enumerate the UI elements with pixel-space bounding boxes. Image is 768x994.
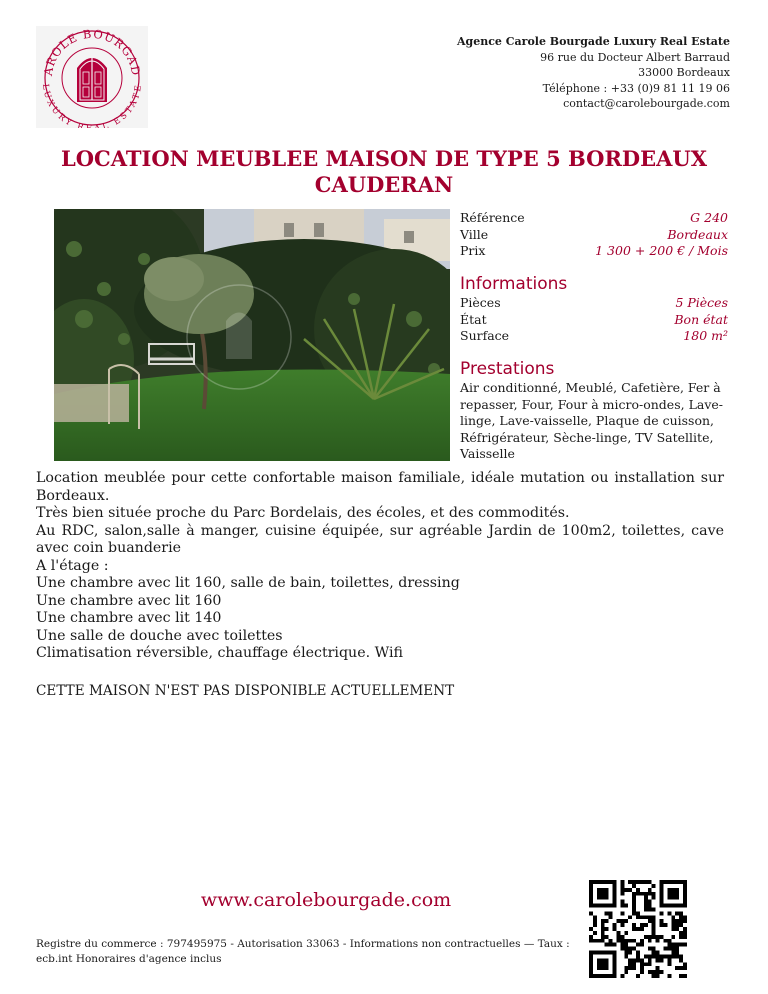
info-label: État [460, 311, 487, 327]
property-photo [54, 209, 450, 461]
agency-email[interactable]: contact@carolebourgade.com [563, 97, 730, 110]
agency-contact [457, 34, 730, 112]
summary-value: Bordeaux [667, 226, 728, 242]
legal-footer: Registre du commerce : 797495975 - Autorisation 33063 - Informations non contractuelles — Taux : ecb.int Honoraires d'agence inclus [36, 938, 570, 965]
summary-label: Ville [460, 226, 489, 242]
prestations-list: Air conditionné, Meublé, Cafetière, Fer à repasser, Four, Four à micro-ondes, Lave-linge, Lave-vaisselle, Plaque de cuisson, Réfrigérateur, Sèche-linge, TV Satellite, Vaisselle [460, 380, 724, 462]
description-line: Location meublée pour cette confortable maison familiale, idéale mutation ou installation sur Bordeaux. [36, 470, 724, 504]
listing-title: LOCATION MEUBLEE MAISON DE TYPE 5 BORDEAUX CAUDERAN [60, 146, 708, 197]
summary-row-city [460, 227, 728, 244]
info-value: 180 m² [683, 328, 728, 343]
agency-address: 96 rue du Docteur Albert Barraud [540, 50, 730, 64]
description-line: Une chambre avec lit 140 [36, 610, 222, 626]
website-link[interactable]: www.carolebourgade.com [200, 889, 452, 911]
agency-phone: Téléphone : +33 (0)9 81 11 19 06 [542, 81, 730, 95]
summary-value: 1 300 + 200 € / Mois [595, 243, 728, 258]
listing-description [36, 470, 724, 663]
info-value: 5 Pièces [675, 295, 728, 310]
informations-heading: Informations [460, 274, 568, 294]
info-row-surface [460, 328, 728, 345]
agency-city: 33000 Bordeaux [638, 66, 730, 79]
prestations-heading: Prestations [460, 359, 555, 379]
info-label: Surface [460, 328, 510, 343]
description-line: Une salle de douche avec toilettes [36, 627, 283, 644]
description-line: Une chambre avec lit 160 [36, 592, 222, 609]
description-line: Une chambre avec lit 160, salle de bain, toilettes, dressing [36, 575, 460, 591]
qr-code [589, 880, 687, 978]
description-line: Climatisation réversible, chauffage électrique. Wifi [36, 645, 403, 661]
description-line: Au RDC, salon,salle à manger, cuisine équipée, sur agréable Jardin de 100m2, toilettes, cave avec coin buanderie [36, 522, 724, 556]
listing-summary [460, 210, 728, 260]
summary-label: Prix [460, 243, 486, 258]
summary-value: G 240 [690, 210, 728, 225]
info-row-condition [460, 312, 728, 329]
summary-row-reference [460, 210, 728, 227]
logo-bottom-text: LUXURY R L ESTATE [39, 83, 145, 128]
summary-label: Référence [460, 210, 525, 225]
description-line: Très bien située proche du Parc Bordelais, des écoles, et des commodités. [36, 505, 570, 521]
agency-logo [36, 26, 148, 128]
logo-top-text: AROLE BOURGAD [40, 26, 144, 78]
website-link-container [0, 889, 652, 911]
informations-table [460, 295, 728, 345]
info-row-rooms [460, 295, 728, 312]
info-value: Bon état [674, 311, 728, 327]
summary-row-price [460, 243, 728, 260]
info-label: Pièces [460, 295, 501, 310]
agency-name: Agence Carole Bourgade Luxury Real Estate [457, 35, 730, 48]
description-line: A l'étage : [36, 557, 109, 574]
availability-notice: CETTE MAISON N'EST PAS DISPONIBLE ACTUELLEMENT [36, 683, 455, 699]
